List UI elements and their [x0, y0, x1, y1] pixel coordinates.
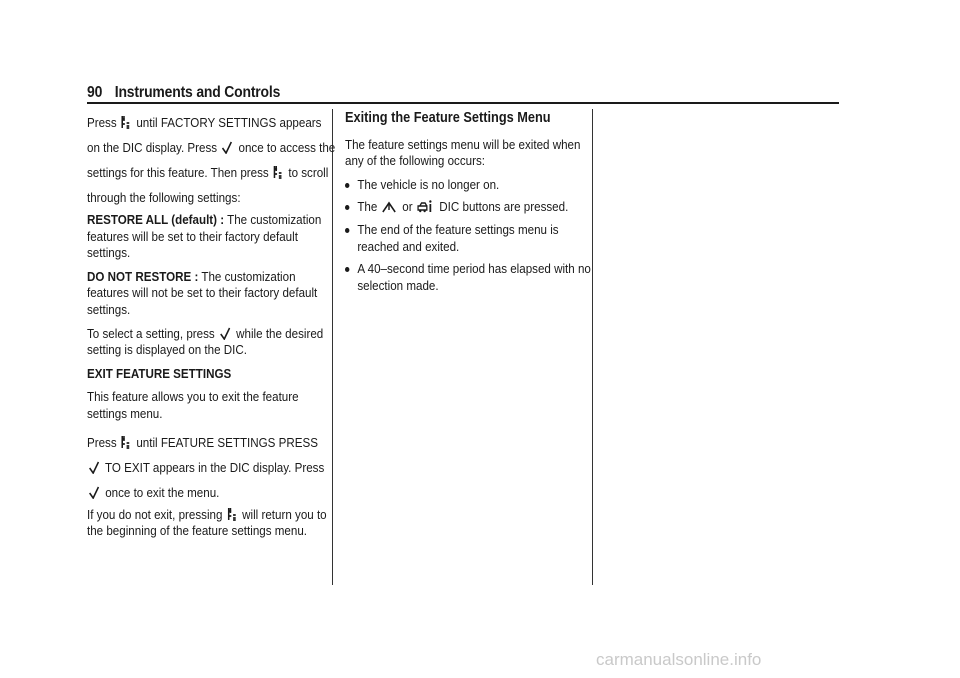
bullet-icon: [345, 267, 349, 272]
paragraph-select-setting: [87, 326, 336, 359]
bullet-icon: [345, 228, 349, 233]
paragraph-exit-instructions: [87, 430, 336, 505]
page-number: 90: [87, 84, 103, 101]
list-item-text: The: [357, 199, 378, 215]
list-item-text: or: [402, 199, 413, 215]
menu-list-icon: [227, 507, 236, 521]
list-item: [345, 199, 596, 216]
checkmark-icon: [222, 141, 233, 154]
watermark: carmanualsonline.info: [596, 650, 762, 669]
subheading-text: EXIT FEATURE SETTINGS: [87, 365, 232, 381]
list-item-text: A 40–second time period has elapsed with no selection made.: [357, 261, 591, 293]
header-rule: [87, 102, 839, 104]
paragraph-exit-description: This feature allows you to exit the feature settings menu.: [87, 389, 299, 421]
paragraph-intro: The feature settings menu will be exited when any of the following occurs:: [345, 136, 581, 169]
exit-conditions-list: [345, 176, 591, 295]
checkmark-icon: [220, 327, 231, 340]
text: to scroll through the following settings:: [87, 165, 329, 205]
paragraph-do-not-restore: [87, 269, 336, 319]
text: once to access the settings for this feature. Then press: [87, 140, 336, 180]
text: until FACTORY SETTINGS appears on the DIC display. Press: [87, 115, 322, 155]
text: Press: [87, 434, 117, 450]
text: If you do not exit, pressing: [87, 506, 223, 522]
term-description: The customization features will not be set to their factory default settings.: [87, 268, 318, 317]
term-description: The customization features will be set to their factory default settings.: [87, 212, 322, 261]
text: TO EXIT appears in the DIC display. Press: [104, 459, 325, 475]
checkmark-icon: [89, 461, 100, 474]
list-item: [345, 222, 596, 255]
subheading-exit-feature-settings: [87, 366, 336, 383]
paragraph-return-beginning: [87, 507, 336, 540]
list-item-text: DIC buttons are pressed.: [439, 199, 569, 215]
menu-list-icon: [274, 165, 283, 179]
bullet-icon: [345, 205, 349, 210]
menu-list-icon: [122, 435, 131, 449]
bullet-icon: [345, 183, 349, 188]
list-item-text: The end of the feature settings menu is reached and exited.: [357, 221, 559, 254]
section-title: Instruments and Controls: [114, 84, 281, 101]
text: will return you to the beginning of the feature settings menu.: [87, 506, 327, 539]
page-header: [87, 84, 280, 102]
text: Press: [87, 115, 117, 130]
section-heading: Exiting the Feature Settings Menu: [345, 110, 551, 126]
middle-column: [345, 110, 591, 300]
text: To select a setting, press: [87, 325, 215, 341]
term-label: DO NOT RESTORE :: [87, 268, 199, 284]
text: once to exit the menu.: [105, 484, 220, 500]
checkmark-icon: [89, 486, 100, 499]
text: while the desired setting is displayed on the DIC.: [87, 325, 324, 358]
list-item: [345, 177, 596, 194]
menu-list-icon: [122, 115, 131, 129]
left-column: [87, 110, 337, 547]
term-label: RESTORE ALL (default) :: [87, 212, 225, 227]
home-up-icon: [382, 201, 396, 213]
list-item-text: The vehicle is no longer on.: [357, 176, 500, 192]
vehicle-info-icon: [418, 200, 434, 213]
paragraph-factory-settings: [87, 110, 336, 210]
text: until FEATURE SETTINGS PRESS: [136, 434, 318, 450]
paragraph-restore-all: [87, 212, 336, 262]
list-item: [345, 261, 596, 294]
